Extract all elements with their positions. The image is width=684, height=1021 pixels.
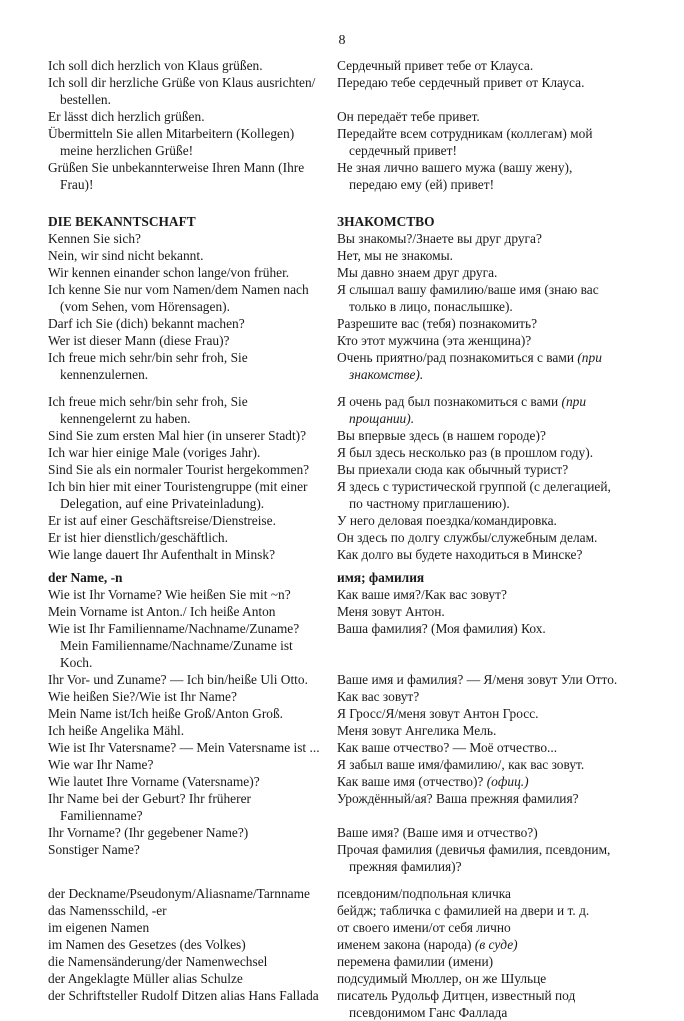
russian-translation [337, 705, 622, 722]
russian-text: Кто этот мужчина (эта женщина)? [337, 333, 532, 348]
entry-row [48, 529, 622, 546]
entry-row [48, 841, 622, 875]
german-phrase: Ihr Name bei der Geburt? Ihr früherer Familienname? [48, 791, 251, 823]
page-number: 8 [338, 33, 346, 48]
russian-translation [337, 902, 622, 919]
russian-text: Я здесь с туристической группой (с делегацией, по частному приглашению). [337, 479, 611, 511]
german-phrase: Wer ist dieser Mann (diese Frau)? [48, 333, 230, 348]
entry-row [48, 671, 622, 688]
entry-row [48, 885, 622, 902]
russian-translation [337, 824, 622, 841]
russian-text: Я очень рад был познакомиться с вами [337, 394, 559, 409]
usage-note: (при знакомстве). [349, 350, 602, 382]
entry-row [48, 512, 622, 529]
entry-row [48, 586, 622, 603]
russian-translation [337, 919, 622, 936]
russian-text: бейдж; табличка с фамилией на двери и т. д. [337, 903, 590, 918]
entry-row [48, 159, 622, 193]
entry-row [48, 57, 622, 74]
russian-translation [337, 349, 622, 383]
german-phrase: Ihr Vor- und Zuname? — Ich bin/heiße Uli Otto. [48, 672, 308, 687]
russian-translation [337, 620, 622, 637]
german-phrase: Sind Sie zum ersten Mal hier (in unserer Stadt)? [48, 428, 307, 443]
entry-row [48, 824, 622, 841]
russian-text: Я был здесь несколько раз (в прошлом году). [337, 445, 594, 460]
russian-text: Не зная лично вашего мужа (вашу жену), передаю ему (ей) привет! [337, 160, 573, 192]
german-phrase: der Angeklagte Müller alias Schulze [48, 971, 243, 986]
russian-text: Вы впервые здесь (в нашем городе)? [337, 428, 546, 443]
russian-text: от своего имени/от себя лично [337, 920, 511, 935]
entry-row [48, 247, 622, 264]
entry-row [48, 427, 622, 444]
entry-row [48, 478, 622, 512]
german-phrase: Sind Sie als ein normaler Tourist hergekommen? [48, 462, 310, 477]
german-phrase: Ich kenne Sie nur vom Namen/dem Namen nach (vom Sehen, vom Hörensagen). [48, 282, 309, 314]
russian-text: Я забыл ваше имя/фамилию/, как вас зовут. [337, 757, 585, 772]
russian-translation [337, 247, 622, 264]
russian-text: Меня зовут Ангелика Мель. [337, 723, 497, 738]
german-phrase: die Namensänderung/der Namenwechsel [48, 954, 268, 969]
russian-text: Как ваше отчество? — Моё отчество... [337, 740, 558, 755]
russian-text: ЗНАКОМСТВО [337, 214, 435, 229]
usage-note: (офиц.) [486, 774, 529, 789]
russian-translation [337, 108, 622, 125]
german-phrase: Nein, wir sind nicht bekannt. [48, 248, 204, 263]
entry-row [48, 970, 622, 987]
german-phrase: Er ist hier dienstlich/geschäftlich. [48, 530, 228, 545]
german-phrase: Wie ist Ihr Familienname/Nachname/Zuname? Mein Familienname/Nachname/Zuname ist Koch. [48, 621, 300, 670]
german-phrase: Übermitteln Sie allen Mitarbeitern (Kollegen) meine herzlichen Grüße! [48, 126, 295, 158]
russian-text: Разрешите вас (тебя) познакомить? [337, 316, 538, 331]
russian-text: именем закона (народа) [337, 937, 472, 952]
russian-translation [337, 264, 622, 281]
german-phrase: Wir kennen einander schon lange/von früher. [48, 265, 290, 280]
russian-text: имя; фамилия [337, 570, 425, 585]
russian-translation [337, 586, 622, 603]
russian-translation [337, 688, 622, 705]
russian-translation [337, 159, 622, 193]
russian-translation [337, 671, 622, 688]
german-phrase: Sonstiger Name? [48, 842, 140, 857]
entry-row [48, 953, 622, 970]
russian-text: Как ваше имя (отчество)? [337, 774, 484, 789]
russian-translation [337, 953, 622, 970]
russian-translation [337, 125, 622, 159]
entry-row [48, 987, 622, 1021]
russian-text: писатель Рудольф Дитцен, известный под псевдонимом Ганс Фаллада [337, 988, 576, 1020]
dictionary-columns [48, 57, 622, 1021]
german-heading: DIE BEKANNTSCHAFT [48, 214, 196, 229]
russian-translation [337, 885, 622, 902]
russian-translation [337, 970, 622, 987]
russian-translation [337, 529, 622, 546]
german-phrase: Ich soll dir herzliche Grüße von Klaus ausrichten/ bestellen. [48, 75, 316, 107]
russian-translation [337, 722, 622, 739]
russian-text: Сердечный привет тебе от Клауса. [337, 58, 534, 73]
german-phrase: Ihr Vorname? (Ihr gegebener Name?) [48, 825, 249, 840]
entry-row [48, 919, 622, 936]
entry-row [48, 688, 622, 705]
german-phrase: Wie war Ihr Name? [48, 757, 154, 772]
german-phrase: Ich bin hier mit einer Touristengruppe (mit einer Delegation, auf eine Privateinladung). [48, 479, 308, 511]
entry-row [48, 722, 622, 739]
russian-translation [337, 512, 622, 529]
russian-text: Как вас зовут? [337, 689, 420, 704]
german-phrase: Ich war hier einige Male (voriges Jahr). [48, 445, 261, 460]
russian-translation [337, 461, 622, 478]
russian-heading [337, 569, 622, 586]
russian-translation [337, 790, 622, 807]
german-phrase: Er lässt dich herzlich grüßen. [48, 109, 205, 124]
russian-translation [337, 444, 622, 461]
russian-translation [337, 281, 622, 315]
entry-row [48, 393, 622, 427]
german-phrase: Darf ich Sie (dich) bekannt machen? [48, 316, 245, 331]
russian-text: Прочая фамилия (девичья фамилия, псевдоним, прежняя фамилия)? [337, 842, 611, 874]
entry-row [48, 264, 622, 281]
entry-row [48, 620, 622, 671]
russian-text: Ваше имя? (Ваше имя и отчество?) [337, 825, 538, 840]
entry-row [48, 705, 622, 722]
russian-translation [337, 230, 622, 247]
russian-translation [337, 773, 622, 790]
german-phrase: Wie lange dauert Ihr Aufenthalt in Minsk? [48, 547, 276, 562]
russian-translation [337, 603, 622, 620]
russian-translation [337, 739, 622, 756]
russian-translation [337, 427, 622, 444]
entry-row [48, 902, 622, 919]
german-phrase: Ich freue mich sehr/bin sehr froh, Sie kennenzulernen. [48, 350, 248, 382]
entry-row [48, 281, 622, 315]
entry-row [48, 603, 622, 620]
usage-note: (при прощании). [349, 394, 587, 426]
section-heading-row [48, 213, 622, 230]
russian-text: Он здесь по долгу службы/служебным делам. [337, 530, 598, 545]
russian-text: Нет, мы не знакомы. [337, 248, 453, 263]
german-phrase: Wie ist Ihr Vorname? Wie heißen Sie mit ~n? [48, 587, 291, 602]
russian-text: Мы давно знаем друг друга. [337, 265, 498, 280]
german-phrase: Er ist auf einer Geschäftsreise/Dienstreise. [48, 513, 276, 528]
russian-translation [337, 315, 622, 332]
russian-text: У него деловая поездка/командировка. [337, 513, 557, 528]
russian-translation [337, 841, 622, 875]
german-phrase: Wie ist Ihr Vatersname? — Mein Vatersname ist ... [48, 740, 320, 755]
german-phrase: Ich heiße Angelika Mähl. [48, 723, 185, 738]
german-phrase: Wie lautet Ihre Vorname (Vatersname)? [48, 774, 260, 789]
entry-row [48, 790, 622, 824]
german-phrase: Mein Vorname ist Anton./ Ich heiße Anton [48, 604, 276, 619]
german-phrase: der Schriftsteller Rudolf Ditzen alias Hans Fallada [48, 988, 319, 1003]
russian-text: подсудимый Мюллер, он же Шульце [337, 971, 547, 986]
russian-text: Он передаёт тебе привет. [337, 109, 480, 124]
russian-text: Ваша фамилия? (Моя фамилия) Кох. [337, 621, 546, 636]
entry-row [48, 125, 622, 159]
russian-text: Передайте всем сотрудникам (коллегам) мой сердечный привет! [337, 126, 593, 158]
russian-text: Как долго вы будете находиться в Минске? [337, 547, 583, 562]
section-heading-row [48, 569, 622, 586]
german-phrase: Mein Name ist/Ich heiße Groß/Anton Groß. [48, 706, 284, 721]
german-heading: der Name, -n [48, 570, 123, 585]
german-phrase: Kennen Sie sich? [48, 231, 141, 246]
entry-row [48, 74, 622, 108]
german-phrase: der Deckname/Pseudonym/Aliasname/Tarnname [48, 886, 310, 901]
entry-row [48, 349, 622, 383]
russian-translation [337, 332, 622, 349]
german-phrase: im eigenen Namen [48, 920, 150, 935]
russian-text: Я Гросс/Я/меня зовут Антон Гросс. [337, 706, 539, 721]
russian-translation [337, 936, 622, 953]
russian-text: Меня зовут Антон. [337, 604, 445, 619]
entry-row [48, 108, 622, 125]
russian-translation [337, 74, 622, 91]
entry-row [48, 315, 622, 332]
usage-note: (в суде) [474, 937, 518, 952]
entry-row [48, 756, 622, 773]
russian-text: Урождённый/ая? Ваша прежняя фамилия? [337, 791, 579, 806]
entry-row [48, 773, 622, 790]
russian-translation [337, 756, 622, 773]
german-phrase: Ich freue mich sehr/bin sehr froh, Sie kennengelernt zu haben. [48, 394, 248, 426]
russian-text: перемена фамилии (имени) [337, 954, 494, 969]
entry-row [48, 546, 622, 563]
russian-text: Вы приехали сюда как обычный турист? [337, 462, 569, 477]
russian-text: Как ваше имя?/Как вас зовут? [337, 587, 507, 602]
russian-text: Очень приятно/рад познакомиться с вами [337, 350, 574, 365]
entry-row [48, 444, 622, 461]
russian-text: Вы знакомы?/Знаете вы друг друга? [337, 231, 542, 246]
russian-text: Ваше имя и фамилия? — Я/меня зовут Ули Отто. [337, 672, 618, 687]
german-phrase: Grüßen Sie unbekannterweise Ihren Mann (Ihre Frau)! [48, 160, 305, 192]
russian-heading [337, 213, 622, 230]
russian-text: Передаю тебе сердечный привет от Клауса. [337, 75, 585, 90]
german-phrase: Wie heißen Sie?/Wie ist Ihr Name? [48, 689, 237, 704]
russian-translation [337, 546, 622, 563]
russian-text: псевдоним/подпольная кличка [337, 886, 511, 901]
german-phrase: das Namensschild, -er [48, 903, 167, 918]
german-phrase: im Namen des Gesetzes (des Volkes) [48, 937, 246, 952]
entry-row [48, 461, 622, 478]
entry-row [48, 739, 622, 756]
entry-row [48, 332, 622, 349]
russian-translation [337, 987, 622, 1021]
russian-translation [337, 478, 622, 512]
entry-row [48, 230, 622, 247]
german-phrase: Ich soll dich herzlich von Klaus grüßen. [48, 58, 263, 73]
entry-row [48, 936, 622, 953]
russian-translation [337, 393, 622, 427]
russian-translation [337, 57, 622, 74]
russian-text: Я слышал вашу фамилию/ваше имя (знаю вас только в лицо, понаслышке). [337, 282, 599, 314]
